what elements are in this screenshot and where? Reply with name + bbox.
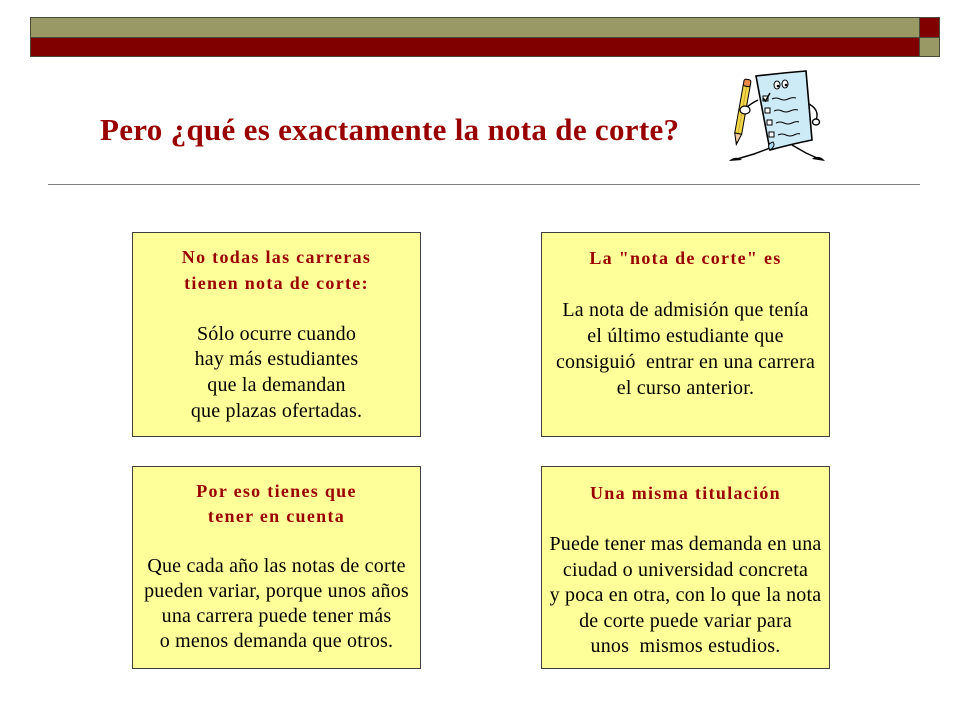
checklist-character-with-pencil-icon	[726, 70, 826, 166]
box-body-line: Que cada año las notas de corte	[147, 555, 406, 577]
box-body-line: el último estudiante que	[587, 325, 784, 347]
box-heading-line: tienen nota de corte:	[184, 272, 369, 293]
blank-line	[542, 507, 829, 533]
box-body-line: que la demandan	[207, 373, 346, 396]
blank-line	[542, 271, 829, 297]
box-body-line: de corte puede variar para	[579, 609, 792, 632]
box-heading-line: La "nota de corte" es	[589, 248, 782, 268]
box-heading-line: tener en cuenta	[207, 506, 346, 526]
paper-sheet	[756, 71, 812, 150]
box-body-line: La nota de admisión que tenía	[562, 299, 809, 321]
box-body-line: unos mismos estudios.	[590, 635, 781, 657]
box-body-line: consiguió entrar en una carrera	[555, 351, 816, 373]
header-bar-maroon	[30, 37, 920, 57]
info-box-cutoff-definition	[541, 232, 830, 437]
box-body-line: el curso anterior.	[616, 377, 755, 399]
info-box-keep-in-mind	[132, 466, 421, 669]
info-box-same-degree	[541, 466, 830, 669]
box-body-line: hay más estudiantes	[194, 348, 359, 371]
box-body-line: ciudad o universidad concreta	[562, 558, 809, 581]
box-body-line: pueden variar, porque unos años	[144, 580, 409, 602]
title-divider	[48, 184, 920, 185]
blank-line	[133, 296, 420, 322]
box-body-line: Puede tener mas demanda en una	[549, 533, 822, 555]
box-body-line: que plazas ofertadas.	[190, 399, 363, 422]
box-heading-line: Una misma titulación	[589, 483, 781, 503]
slide-title: Pero ¿qué es exactamente la nota de corte?	[100, 112, 680, 147]
box-heading-line: No todas las carreras	[181, 247, 372, 267]
checklist-illustration-svg	[726, 70, 826, 166]
box-body-line: y poca en otra, con lo que la nota	[549, 584, 822, 606]
hand	[740, 106, 750, 114]
info-box-not-all-degrees	[132, 232, 421, 437]
box-body-line: una carrera puede tener más	[161, 605, 392, 627]
header-square-maroon	[919, 17, 940, 38]
box-body-line: Sólo ocurre cuando	[196, 322, 357, 345]
header-square-olive	[919, 37, 940, 57]
blank-line	[133, 529, 420, 554]
box-body-line: o menos demanda que otros.	[159, 630, 394, 652]
box-heading-line: Por eso tienes que	[196, 481, 357, 501]
header-bar-olive	[30, 17, 920, 38]
